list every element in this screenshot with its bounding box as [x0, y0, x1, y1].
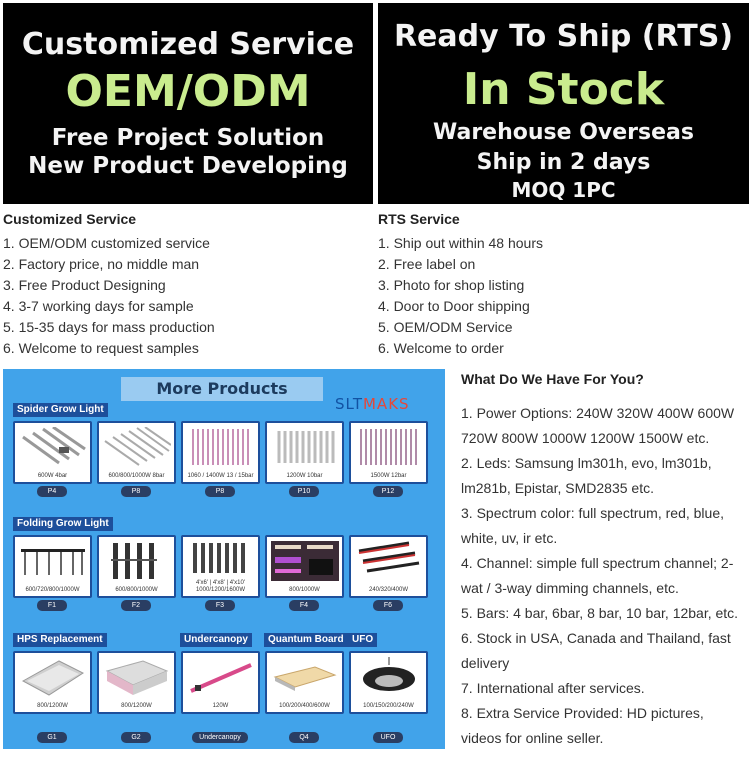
- product-tag: F2: [121, 600, 151, 611]
- panel-title: More Products: [121, 377, 323, 401]
- section-quantum-board: Quantum Board: [264, 633, 348, 647]
- banner-headline: In Stock: [462, 64, 665, 115]
- product-card[interactable]: [265, 535, 344, 598]
- folding-light-image: [271, 541, 339, 581]
- list-item: 3. Photo for shop listing: [378, 277, 525, 293]
- list-item: 4. 3-7 working days for sample: [3, 298, 194, 314]
- product-card[interactable]: [97, 651, 176, 714]
- banner-line: New Product Developing: [28, 153, 348, 179]
- spider-light-image: [19, 427, 87, 467]
- section-heading: RTS Service: [378, 211, 460, 227]
- product-caption: 800/1200W: [37, 703, 68, 709]
- product-tag: G1: [37, 732, 67, 743]
- product-card[interactable]: [265, 651, 344, 714]
- product-caption: 120W: [212, 703, 229, 709]
- spider-light-image: [187, 427, 255, 467]
- banner-line: Ship in 2 days: [476, 150, 651, 175]
- product-card[interactable]: [181, 651, 260, 714]
- list-item: 7. International after services.: [461, 680, 645, 696]
- product-tag: F6: [373, 600, 403, 611]
- product-tag: F1: [37, 600, 67, 611]
- product-card[interactable]: [97, 535, 176, 598]
- section-heading: Customized Service: [3, 211, 137, 227]
- product-caption: 600/800/1000W 8bar: [108, 473, 165, 479]
- product-caption: 800/1200W: [121, 703, 152, 709]
- section-hps-replacement: HPS Replacement: [13, 633, 107, 647]
- product-card[interactable]: [181, 535, 260, 598]
- list-item: 6. Welcome to order: [378, 340, 504, 356]
- product-caption: 600/800/1000W: [115, 587, 158, 593]
- quantum-board-image: [271, 657, 339, 697]
- spider-light-image: [103, 427, 171, 467]
- section-ufo: UFO: [348, 633, 377, 647]
- banner-title: Ready To Ship (RTS): [393, 19, 734, 54]
- product-tag: F4: [289, 600, 319, 611]
- list-item: 1. Ship out within 48 hours: [378, 235, 543, 251]
- product-card[interactable]: [181, 421, 260, 484]
- list-item: 4. Channel: simple full spectrum channel; 2-wat / 3-way dimming channels, etc.: [461, 555, 734, 596]
- section-spider-grow-light: Spider Grow Light: [13, 403, 108, 417]
- banner-line: Warehouse Overseas: [433, 120, 694, 145]
- section-heading: What Do We Have For You?: [461, 371, 644, 387]
- product-card[interactable]: [13, 535, 92, 598]
- more-products-panel: [3, 369, 445, 749]
- list-item: 4. Door to Door shipping: [378, 298, 530, 314]
- rts-banner: [378, 3, 749, 204]
- folding-light-image: [19, 541, 87, 581]
- list-item: 1. OEM/ODM customized service: [3, 235, 210, 251]
- product-card[interactable]: [349, 421, 428, 484]
- banner-line: Free Project Solution: [51, 125, 325, 151]
- list-item: 2. Factory price, no middle man: [3, 256, 200, 272]
- list-item: 5. 15-35 days for mass production: [3, 319, 215, 335]
- product-tag: P12: [373, 486, 403, 497]
- product-card[interactable]: [13, 421, 92, 484]
- rts-service-list: [378, 211, 543, 359]
- product-tag: F3: [205, 600, 235, 611]
- product-tag: G2: [121, 732, 151, 743]
- product-card[interactable]: [349, 535, 428, 598]
- list-item: 3. Spectrum color: full spectrum, red, blue, white, uv, ir etc.: [461, 505, 724, 546]
- what-we-offer: [461, 371, 746, 751]
- spider-light-image: [271, 427, 339, 467]
- list-item: 1. Power Options: 240W 320W 400W 600W 720W 800W 1000W 1200W 1500W etc.: [461, 405, 735, 446]
- product-tag: P8: [121, 486, 151, 497]
- list-item: 8. Extra Service Provided: HD pictures, videos for online seller.: [461, 705, 704, 746]
- list-item: 6. Welcome to request samples: [3, 340, 199, 356]
- product-caption: 1200W 10bar: [286, 473, 323, 479]
- undercanopy-light-image: [187, 657, 255, 697]
- list-item: 3. Free Product Designing: [3, 277, 166, 293]
- customized-service-banner: [3, 3, 373, 204]
- folding-light-image: [103, 541, 171, 581]
- folding-light-image: [187, 541, 255, 581]
- product-caption: 100/150/200/240W: [363, 703, 414, 709]
- folding-light-image: [355, 541, 423, 581]
- list-item: 6. Stock in USA, Canada and Thailand, fast delivery: [461, 630, 731, 671]
- product-card[interactable]: [13, 651, 92, 714]
- product-caption: 800/1000W: [289, 587, 320, 593]
- ufo-light-image: [355, 657, 423, 697]
- list-item: 2. Leds: Samsung lm301h, evo, lm301b, lm281b, Epistar, SMD2835 etc.: [461, 455, 712, 496]
- hps-light-image: [19, 657, 87, 697]
- product-tag: Undercanopy: [192, 732, 248, 743]
- section-folding-grow-light: Folding Grow Light: [13, 517, 113, 531]
- product-card[interactable]: [97, 421, 176, 484]
- banner-title: Customized Service: [21, 27, 355, 62]
- banner-line: MOQ 1PC: [511, 178, 616, 202]
- spider-light-image: [355, 427, 423, 467]
- customized-service-list: [3, 211, 215, 359]
- brand-logo: SLTMAKS: [335, 395, 410, 413]
- product-card[interactable]: [265, 421, 344, 484]
- banner-headline: OEM/ODM: [65, 66, 311, 117]
- product-caption: 600/720/800/1000W: [25, 587, 80, 593]
- product-tag: UFO: [373, 732, 403, 743]
- product-caption: 1060 / 1400W 13 / 15bar: [187, 473, 254, 479]
- product-tag: Q4: [289, 732, 319, 743]
- product-tag: P4: [37, 486, 67, 497]
- product-tag: P10: [289, 486, 319, 497]
- section-undercanopy: Undercanopy: [180, 633, 252, 647]
- product-caption: 4'x6' | 4'x8' | 4'x10' 1000/1200/1600W: [195, 580, 246, 593]
- product-card[interactable]: [349, 651, 428, 714]
- list-item: 5. Bars: 4 bar, 6bar, 8 bar, 10 bar, 12bar, etc.: [461, 605, 739, 621]
- product-caption: 600W 4bar: [37, 473, 68, 479]
- product-caption: 100/200/400/600W: [279, 703, 330, 709]
- product-caption: 240/320/400W: [368, 587, 409, 593]
- list-item: 2. Free label on: [378, 256, 476, 272]
- product-tag: P8: [205, 486, 235, 497]
- list-item: 5. OEM/ODM Service: [378, 319, 513, 335]
- product-caption: 1500W 12bar: [370, 473, 407, 479]
- hps-light-image: [103, 657, 171, 697]
